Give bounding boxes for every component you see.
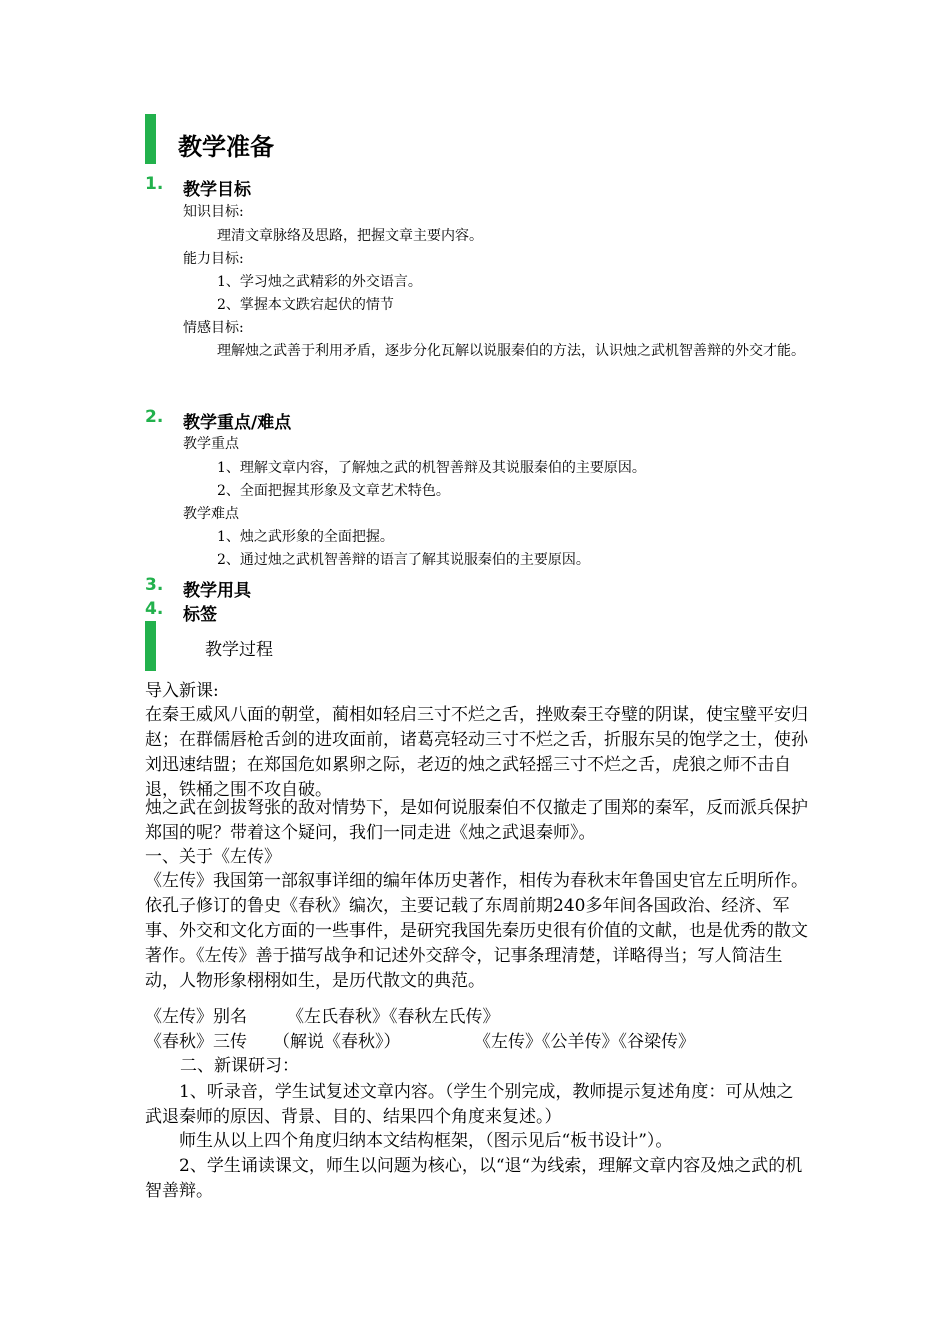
section-number: 1. <box>145 174 164 194</box>
section-title-focus: 教学重点/难点 <box>183 413 292 433</box>
heading-accent-bar <box>145 621 156 671</box>
zuozhuan-paragraph: 《左传》我国第一部叙事详细的编年体历史著作，相传为春秋末年鲁国史官左丘明所作。依孔子修订的鲁史《春秋》编次，主要记载了东周前期240多年间各国政治、经济、军事、外交和文化方面的一些事件，是研究我国先秦历史很有价值的文献，也是优秀的散文著作。《左传》善于描写战争和记述外交辞令，记事条理清楚，详略得当；写人简洁生动，人物形象栩栩如生，是历代散文的典范。 <box>145 871 808 991</box>
focus-item: 2、通过烛之武机智善辩的语言了解其说服秦伯的主要原因。 <box>217 552 590 568</box>
process-title: 教学过程 <box>205 640 273 660</box>
goal-item: 2、掌握本文跌宕起伏的情节 <box>217 297 394 313</box>
three-commentaries-label: 《春秋》三传 <box>145 1032 247 1052</box>
goal-paragraph: 理解烛之武善于利用矛盾，逐步分化瓦解以说服秦伯的方法，认识烛之武机智善辩的外交才能。 <box>217 343 805 359</box>
intro-paragraph: 在秦王威风八面的朝堂，蔺相如轻启三寸不烂之舌，挫败秦王夺璧的阴谋，使宝璧平安归赵；在群儒唇枪舌剑的进攻面前，诸葛亮轻动三寸不烂之舌，折服东吴的饱学之士，使孙刘迅速结盟；在郑国危如累卵之际，老迈的烛之武轻摇三寸不烂之舌，虎狼之师不击自退，铁桶之围不攻自破。 <box>145 705 808 800</box>
three-commentaries-note: （解说《春秋》） <box>273 1032 401 1052</box>
step-paragraph: 师生从以上四个角度归纳本文结构框架，（图示见后“板书设计”）。 <box>179 1131 673 1151</box>
heading-accent-bar <box>145 114 156 164</box>
focus-label: 教学难点 <box>183 506 239 522</box>
goal-label: 知识目标: <box>183 204 244 220</box>
three-commentaries-value: 《左传》《公羊传》《谷梁传》 <box>474 1032 695 1052</box>
focus-item: 2、全面把握其形象及文章艺术特色。 <box>217 483 450 499</box>
focus-label: 教学重点 <box>183 436 239 452</box>
section-number: 2. <box>145 407 164 427</box>
goal-item: 理清文章脉络及思路，把握文章主要内容。 <box>217 228 483 244</box>
goal-label: 能力目标: <box>183 251 244 267</box>
section-title-tags: 标签 <box>183 605 217 625</box>
step-paragraph: 2、学生诵读课文，师生以问题为核心，以“退“为线索，理解文章内容及烛之武的机智善辩。 <box>145 1156 803 1201</box>
intro-paragraph: 烛之武在剑拔弩张的敌对情势下，是如何说服秦伯不仅撤走了围郑的秦军，反而派兵保护郑国的呢？带着这个疑问，我们一同走进《烛之武退秦师》。 <box>145 798 808 843</box>
section-heading: 二、新课研习： <box>180 1056 299 1076</box>
goal-label: 情感目标: <box>183 320 244 336</box>
alias-value: 《左氏春秋》《春秋左氏传》 <box>287 1007 500 1027</box>
section-number: 4. <box>145 599 164 619</box>
alias-label: 《左传》别名 <box>145 1007 247 1027</box>
section-title-tools: 教学用具 <box>183 581 251 601</box>
goal-item: 1、学习烛之武精彩的外交语言。 <box>217 274 422 290</box>
focus-item: 1、理解文章内容，了解烛之武的机智善辩及其说服秦伯的主要原因。 <box>217 460 646 476</box>
page-title: 教学准备 <box>178 133 274 161</box>
section-number: 3. <box>145 575 164 595</box>
focus-item: 1、烛之武形象的全面把握。 <box>217 529 394 545</box>
intro-label: 导入新课: <box>145 681 219 701</box>
section-heading: 一、关于《左传》 <box>145 847 281 867</box>
step-paragraph: 1、听录音，学生试复述文章内容。（学生个别完成，教师提示复述角度：可从烛之武退秦师的原因、背景、目的、结果四个角度来复述。） <box>145 1082 794 1127</box>
section-title-goals: 教学目标 <box>183 180 251 200</box>
